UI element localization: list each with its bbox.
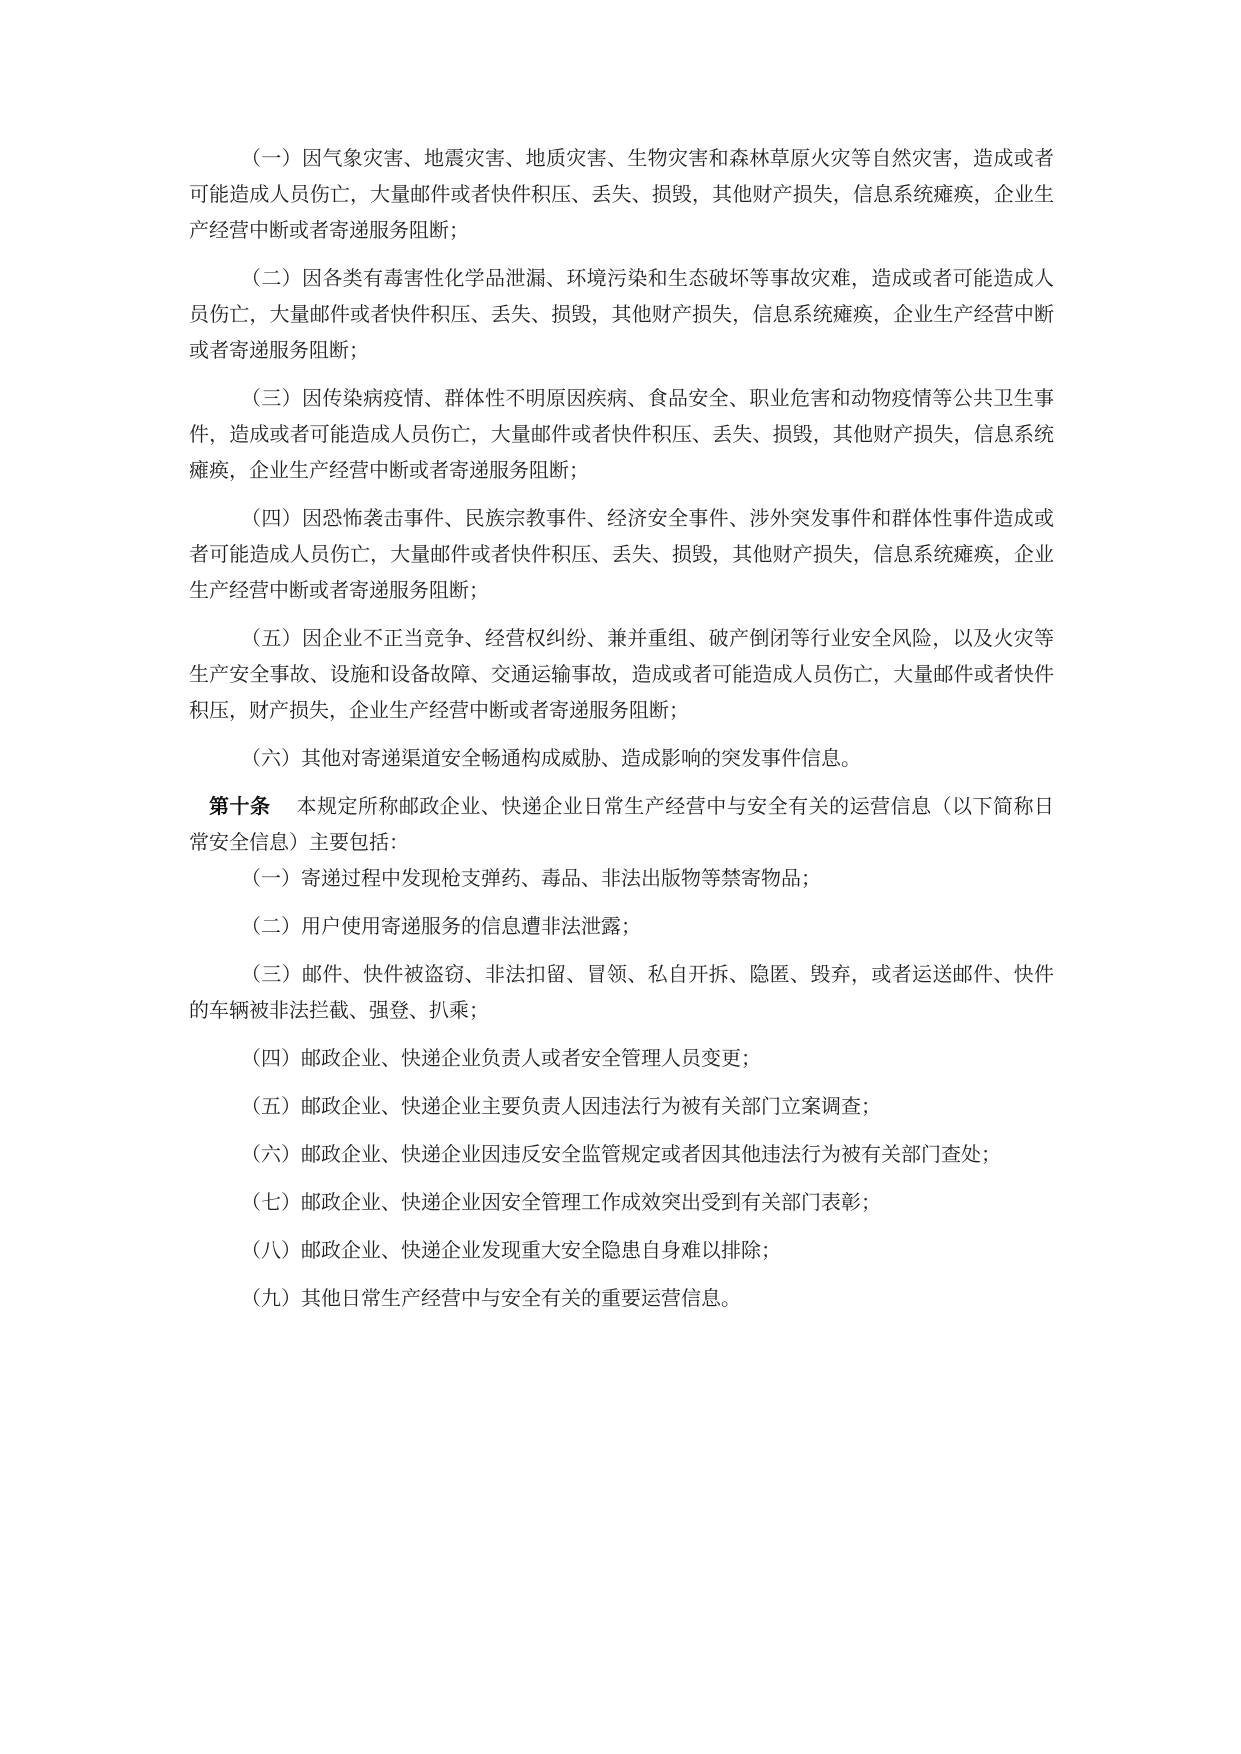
article10-item-9: （九）其他日常生产经营中与安全有关的重要运营信息。 (241, 1286, 741, 1310)
article9-item-6: （六）其他对寄递渠道安全畅通构成威胁、造成影响的突发事件信息。 (241, 746, 861, 770)
article9-item-2: （二）因各类有毒害性化学品泄漏、环境污染和生态破坏等事故灾难，造成或者可能造成人员伤亡，大量邮件或者快件积压、丢失、损毁，其他财产损失，信息系统瘫痪，企业生产经营中断或者寄递服务阻断； (189, 266, 1054, 362)
article10-item-8: （八）邮政企业、快递企业发现重大安全隐患自身难以排除； (241, 1238, 781, 1262)
article10-item-3: （三）邮件、快件被盗窃、非法扣留、冒领、私自开拆、隐匿、毁弃，或者运送邮件、快件的车辆被非法拦截、强登、扒乘； (189, 962, 1054, 1022)
article10-item-4: （四）邮政企业、快递企业负责人或者安全管理人员变更； (241, 1046, 761, 1070)
article10-item-7: （七）邮政企业、快递企业因安全管理工作成效突出受到有关部门表彰； (241, 1190, 881, 1214)
article10-item-6: （六）邮政企业、快递企业因违反安全监管规定或者因其他违法行为被有关部门查处； (241, 1142, 1001, 1166)
article9-item-3: （三）因传染病疫情、群体性不明原因疾病、食品安全、职业危害和动物疫情等公共卫生事件，造成或者可能造成人员伤亡，大量邮件或者快件积压、丢失、损毁，其他财产损失，信息系统瘫痪，企业生产经营中断或者寄递服务阻断； (189, 386, 1054, 482)
article10-heading: 第十条 (209, 794, 271, 818)
article10-item-1: （一）寄递过程中发现枪支弹药、毒品、非法出版物等禁寄物品； (241, 866, 821, 890)
document-body (189, 140, 1054, 1316)
article9-item-5: （五）因企业不正当竞争、经营权纠纷、兼并重组、破产倒闭等行业安全风险，以及火灾等生产安全事故、设施和设备故障、交通运输事故，造成或者可能造成人员伤亡，大量邮件或者快件积压，财产损失，企业生产经营中断或者寄递服务阻断； (189, 626, 1054, 722)
article9-item-1: （一）因气象灾害、地震灾害、地质灾害、生物灾害和森林草原火灾等自然灾害，造成或者可能造成人员伤亡，大量邮件或者快件积压、丢失、损毁，其他财产损失，信息系统瘫痪，企业生产经营中断或者寄递服务阻断； (189, 146, 1054, 242)
article9-item-4: （四）因恐怖袭击事件、民族宗教事件、经济安全事件、涉外突发事件和群体性事件造成或者可能造成人员伤亡，大量邮件或者快件积压、丢失、损毁，其他财产损失，信息系统瘫痪，企业生产经营中断或者寄递服务阻断； (189, 506, 1054, 602)
article10-item-5: （五）邮政企业、快递企业主要负责人因违法行为被有关部门立案调查； (241, 1094, 881, 1118)
article10-item-2: （二）用户使用寄递服务的信息遭非法泄露； (241, 914, 641, 938)
article10-paragraph (189, 788, 1054, 860)
article10-text: 本规定所称邮政企业、快递企业日常生产经营中与安全有关的运营信息（以下简称日常安全信息）主要包括： (189, 794, 1055, 854)
